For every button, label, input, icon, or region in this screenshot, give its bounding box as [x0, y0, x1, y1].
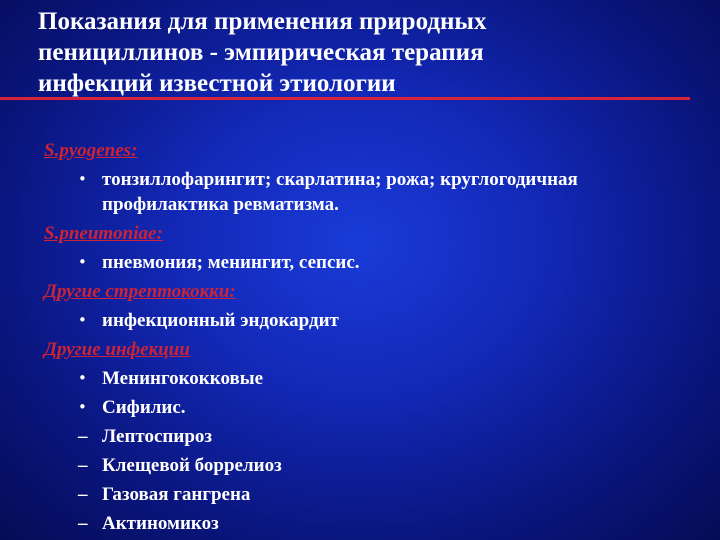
list-item-text: Лептоспироз — [102, 426, 213, 447]
section-heading: S.pneumoniae: — [44, 223, 163, 244]
section-heading: S.pyogenes: — [44, 140, 138, 161]
dash-bullet-icon: – — [78, 426, 88, 447]
list-item-text: пневмония; менингит, сепсис. — [102, 252, 360, 273]
dash-bullet-icon: – — [78, 513, 88, 534]
list-item-text: Сифилис. — [102, 397, 186, 418]
title-line: инфекций известной этиологии — [38, 70, 396, 97]
list-item-text: Актиномикоз — [102, 513, 219, 534]
list-item-text: тонзиллофарингит; скарлатина; рожа; круглогодичная — [102, 169, 578, 190]
list-item-text: Менингококковые — [102, 368, 264, 389]
list-item — [78, 511, 698, 536]
list-item — [78, 453, 698, 478]
dash-bullet-icon: – — [78, 455, 88, 476]
list-item — [78, 424, 698, 449]
bullet-icon: • — [78, 369, 87, 387]
title-line: пенициллинов - эмпирическая терапия — [38, 39, 484, 66]
bullet-icon: • — [78, 170, 87, 188]
list-item — [78, 366, 698, 391]
list-item-text: профилактика ревматизма. — [102, 194, 339, 215]
list-item-text: Газовая гангрена — [102, 484, 251, 505]
bullet-icon: • — [78, 311, 87, 329]
list-item — [78, 482, 698, 507]
bullet-icon: • — [78, 253, 87, 271]
list-item — [78, 167, 698, 217]
list-item-text: Клещевой боррелиоз — [102, 455, 282, 476]
list-item — [78, 395, 698, 420]
list-item-text: инфекционный эндокардит — [102, 310, 339, 331]
section-heading: Другие стрептококки: — [44, 281, 236, 302]
dash-bullet-icon: – — [78, 484, 88, 505]
list-item — [78, 308, 698, 333]
title-line: Показания для применения природных — [38, 8, 487, 35]
bullet-icon: • — [78, 398, 87, 416]
list-item — [78, 250, 698, 275]
section-heading: Другие инфекции — [44, 339, 190, 360]
